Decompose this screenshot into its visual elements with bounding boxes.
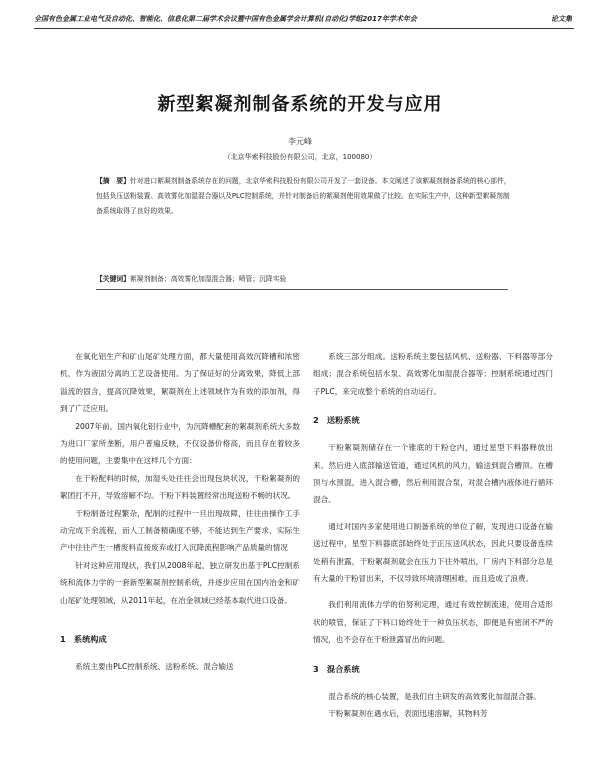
paragraph: 通过对国内多家使用进口制备系统的单位了解，发现进口设备在输送过程中，星型下料器底部始终处于正压送风状态，因此只要设备连续处稍有泄露，干粉絮凝剂就会在压力下往外喷出，厂房内下料部分总是有大量的干粉冒出来，不仅导致环境清理困难，而且造成了浪费。 [313, 521, 553, 584]
keywords [96, 272, 516, 286]
keywords-text: 絮凝剂制备；高效雾化加湿混合器；喷管；沉降实验 [129, 275, 287, 283]
paragraph: 系统主要由PLC控制系统、送粉系统、混合输送 [75, 662, 234, 672]
keywords-divider [96, 289, 508, 290]
author-name: 李元峰 [288, 137, 312, 146]
conference-name: 全国有色金属工业电气及自动化、智能化、信息化第二届学术会议暨中国有色金属学会计算机(自动化)学组2017年学术年会 [34, 15, 417, 23]
section-heading-1: 1 系统构成 [60, 634, 107, 645]
paragraph: 针对这种应用现状，我们从2008年起，独立研发出基于PLC控制系统和流体力学的一套新型絮凝剂控制系统，并逐步应用在国内冶金和矿山尾矿处理领域，从2011年起，在冶金领域已经基本取代进口设备。 [60, 560, 300, 605]
header-divider [34, 28, 574, 29]
paragraph: 在干粉配料的时候，加湿头处往往会出现包块状况，干粉絮凝剂的絮团打不开，导致溶解不均。干粉下料装置经常出现送粉不畅的状况。 [60, 473, 300, 501]
right-column [313, 348, 553, 723]
paragraph: 混合系统的核心装置，是我们自主研发的高效雾化加湿混合器。 [328, 691, 541, 701]
left-column [60, 348, 300, 676]
paragraph: 我们利用流体力学的伯努利定理，通过有效控制流速，使用合适形状的喷管，保证了下料口始终处于一种负压状态，即便是有密闭不严的情况，也不会存在干粉泄露冒出的问题。 [313, 600, 553, 645]
abstract [96, 174, 516, 219]
paper-title: 新型絮凝剂制备系统的开发与应用 [157, 94, 443, 115]
running-header [34, 14, 572, 24]
section-heading-3: 3 混合系统 [313, 663, 360, 674]
paragraph: 系统三部分组成。送粉系统主要包括风机、送粉器、下料器等部分组成；混合系统包括水泵、高效雾化加湿混合器等；控制系统通过西门子PLC，来完成整个系统的自动运行。 [313, 352, 553, 396]
keywords-label: 【关键词】 [96, 275, 130, 283]
section-heading-2: 2 送粉系统 [313, 415, 360, 426]
section-label: 论文集 [551, 15, 572, 23]
paragraph: 在氧化铝生产和矿山尾矿处理方面，都大量使用高效沉降槽和浓密机，作为液固分离的工艺设备使用。为了保证好的分离效果，降低上部溢流的固含，提高沉降效果，絮凝剂在上述领域作为有效的添加剂，得到了广泛应用。 [60, 352, 300, 414]
abstract-label: 【摘 要】 [96, 177, 130, 185]
abstract-text: 针对进口絮凝剂制备系统存在的问题，北京华索科技股份有限公司开发了一套设备。本文阐述了该絮凝剂制备系统的核心部件，包括负压送粉装置、高效雾化加湿混合器以及PLC控制系统，并针对制备后的絮凝剂使用效果做了比较。在实际生产中，这种新型絮凝剂制备系统取得了良好的效果。 [96, 177, 511, 215]
paragraph: 2007年前，国内氧化铝行业中，为沉降槽配套的絮凝剂系统大多数为进口厂家所垄断，用户普遍反映，不仅设备价格高，而且存在着较多的使用问题，主要集中在这样几个方面： [60, 421, 300, 466]
paragraph: 干粉絮凝剂储存在一个锥底的干粉仓内，通过星型下料器释放出来。然后进入底部输送管道，通过风机的风力，输送到混合槽顶。在槽顶与水预混，进入混合槽，然后利用混合泵，对混合槽内液体进行循环混合。 [313, 443, 553, 505]
author-affiliation: （北京华索科技股份有限公司，北京，100080） [223, 153, 377, 161]
paragraph: 干粉制备过程繁杂，配制的过程中一旦出现故障，往往由操作工手动完成下余流程，而人工制备精确度不够，不能达到生产要求，实际生产中往往产生一槽废料直接废弃或打入沉降流程影响产品质量的情况 [60, 508, 300, 553]
paragraph: 干粉絮凝剂在遇水后，表面迅速溶解，其物料芳 [328, 709, 488, 719]
